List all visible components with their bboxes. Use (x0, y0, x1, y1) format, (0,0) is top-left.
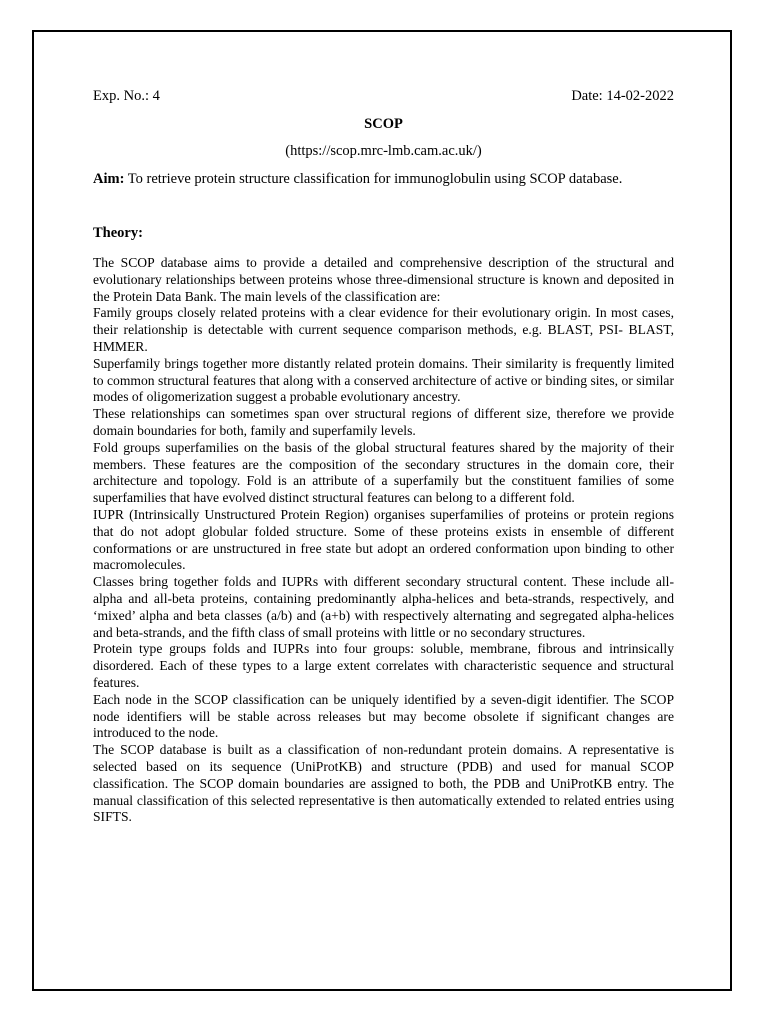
theory-paragraph-superfamily: Superfamily brings together more distantly related protein domains. Their similarity is frequently limited to common structural features that along with a conserved architecture of active or binding sites, or similar modes of oligomerization suggest a probable evolutionary ancestry. (93, 355, 674, 405)
experiment-number: Exp. No.: 4 (93, 88, 160, 104)
theory-paragraph-family: Family groups closely related proteins with a clear evidence for their evolutionary origin. In most cases, their relationship is detectable with current sequence comparison methods, e.g. BLAST, PSI- BLAST, HMMER. (93, 305, 674, 354)
theory-paragraph-database-build: The SCOP database is built as a classification of non-redundant protein domains. A representative is selected based on its sequence (UniProtKB) and structure (PDB) and used for manual SCOP classification. The SCOP domain boundaries are assigned to both, the PDB and UniProtKB entry. The manual classification of this selected representative is then automatically extended to related entries using SIFTS. (93, 742, 674, 825)
aim-section (93, 169, 674, 189)
theory-paragraph-protein-type: Protein type groups folds and IUPRs into four groups: soluble, membrane, fibrous and intrinsically disordered. Each of these types to a large extent correlates with characteristic sequence and structural features. (93, 641, 674, 690)
theory-paragraph-node-identifier: Each node in the SCOP classification can be uniquely identified by a seven-digit identifier. The SCOP node identifiers will be stable across releases but may become obsolete if significant changes are introduced to the node. (93, 691, 674, 741)
aim-text: To retrieve protein structure classification for immunoglobulin using SCOP database. (127, 171, 623, 187)
theory-paragraph-fold: Fold groups superfamilies on the basis of the global structural features shared by the majority of their members. These features are the composition of the secondary structures in the domain core, their architecture and topology. Fold is an attribute of a superfamily but the constituent families of some superfamilies that have evolved distinct structural features can belong to a different fold. (93, 439, 674, 506)
theory-body (93, 255, 674, 826)
theory-paragraph-iupr: IUPR (Intrinsically Unstructured Protein Region) organises superfamilies of proteins or protein regions that do not adopt globular folded structure. Some of these proteins exists in ensemble of different conformations or are unstructured in free state but adopt an ordered conformation upon binding to other macromolecules. (93, 506, 674, 573)
theory-heading: Theory: (93, 225, 143, 241)
theory-paragraph-intro: The SCOP database aims to provide a detailed and comprehensive description of the structural and evolutionary relationships between proteins whose three-dimensional structure is known and deposited in the Protein Data Bank. The main levels of the classification are: (93, 255, 674, 304)
aim-label: Aim: (93, 171, 125, 187)
experiment-date: Date: 14-02-2022 (571, 88, 674, 104)
document-title: SCOP (364, 116, 403, 132)
document-content (93, 86, 674, 826)
theory-paragraph-classes: Classes bring together folds and IUPRs with different secondary structural content. These include all-alpha and all-beta proteins, containing predominantly alpha-helices and beta-strands, respectively, and ‘mixed’ alpha and beta classes (a/b) and (a+b) with respectively alternating and segregated alpha-helices and beta-strands, and the fifth class of small proteins with little or no secondary structures. (93, 574, 674, 640)
header-row (93, 86, 674, 106)
theory-paragraph-domain-boundaries: These relationships can sometimes span over structural regions of different size, therefore we provide domain boundaries for both, family and superfamily levels. (93, 406, 674, 438)
database-url: (https://scop.mrc-lmb.cam.ac.uk/) (285, 143, 482, 159)
